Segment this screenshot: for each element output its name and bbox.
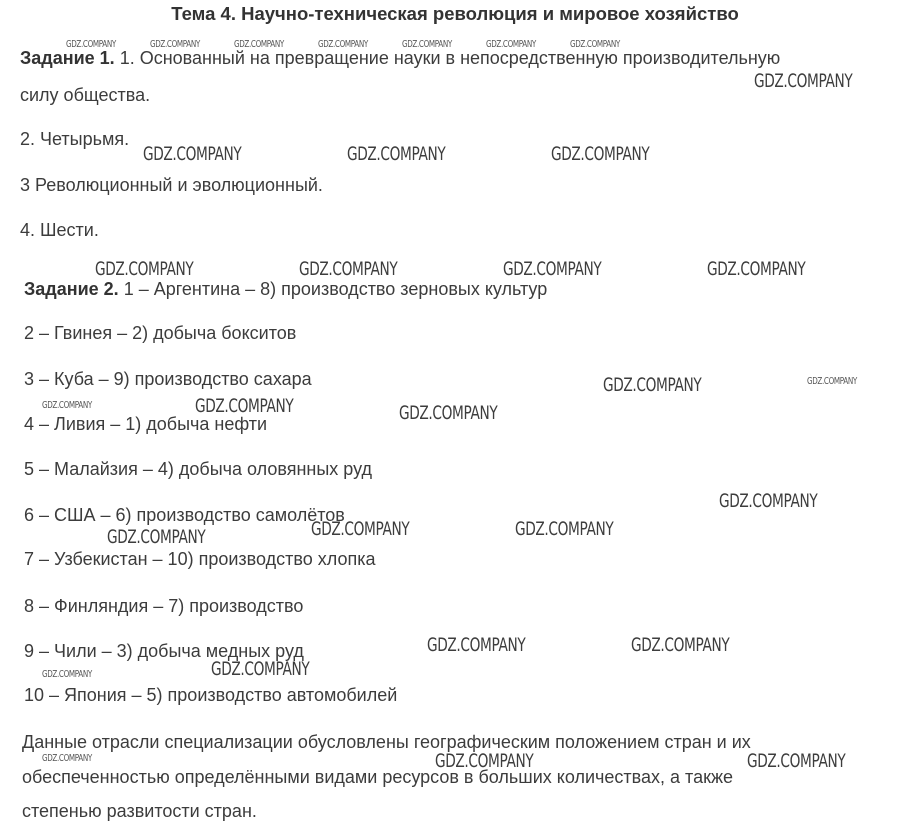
task1-line1: [20, 48, 780, 69]
task2-answer7: 7 – Узбекистан – 10) производство хлопка: [24, 549, 376, 569]
watermark: GDZ.COMPANY: [42, 669, 92, 680]
watermark: GDZ.COMPANY: [486, 39, 536, 50]
task2-answer1: 1 – Аргентина – 8) производство зерновых культур: [123, 279, 548, 299]
watermark: GDZ.COMPANY: [42, 753, 92, 764]
watermark: GDZ.COMPANY: [107, 526, 206, 548]
watermark: GDZ.COMPANY: [195, 395, 294, 417]
watermark: GDZ.COMPANY: [719, 490, 818, 512]
task2-answer5: 5 – Малайзия – 4) добыча оловянных руд: [24, 459, 372, 479]
task2-answer6: 6 – США – 6) производство самолётов: [24, 505, 345, 525]
task2-answer3: 3 – Куба – 9) производство сахара: [24, 369, 312, 389]
watermark: GDZ.COMPANY: [515, 518, 614, 540]
watermark: GDZ.COMPANY: [150, 39, 200, 50]
watermark: GDZ.COMPANY: [551, 143, 650, 165]
watermark: GDZ.COMPANY: [754, 70, 853, 92]
task1-answer3: 3 Революционный и эволюционный.: [20, 175, 323, 195]
watermark: GDZ.COMPANY: [66, 39, 116, 50]
task2-answer9: 9 – Чили – 3) добыча медных руд: [24, 641, 304, 661]
watermark: GDZ.COMPANY: [631, 634, 730, 656]
watermark: GDZ.COMPANY: [299, 258, 398, 280]
conclusion-line1: Данные отрасли специализации обусловлены географическим положением стран и их: [22, 732, 751, 752]
watermark: GDZ.COMPANY: [427, 634, 526, 656]
task1-answer1: 1. Основанный на превращение науки в непосредственную производительную: [119, 48, 781, 68]
watermark: GDZ.COMPANY: [399, 402, 498, 424]
watermark: GDZ.COMPANY: [318, 39, 368, 50]
watermark: GDZ.COMPANY: [234, 39, 284, 50]
watermark: GDZ.COMPANY: [211, 658, 310, 680]
watermark: GDZ.COMPANY: [311, 518, 410, 540]
task2-answer4: 4 – Ливия – 1) добыча нефти: [24, 414, 268, 434]
page-title: Тема 4. Научно-техническая революция и мировое хозяйство: [171, 3, 739, 24]
watermark: GDZ.COMPANY: [435, 750, 534, 772]
task2-line1: [24, 279, 547, 300]
task1-answer4: 4. Шести.: [20, 220, 99, 240]
task2-answer8: 8 – Финляндия – 7) производство: [24, 596, 304, 616]
task2-answer2: 2 – Гвинея – 2) добыча бокситов: [24, 323, 297, 343]
task2-answer10: 10 – Япония – 5) производство автомобилей: [24, 685, 398, 705]
watermark: GDZ.COMPANY: [95, 258, 194, 280]
task1-answer2: 2. Четырьмя.: [20, 129, 130, 149]
watermark: GDZ.COMPANY: [503, 258, 602, 280]
watermark: GDZ.COMPANY: [347, 143, 446, 165]
task1-line2: силу общества.: [20, 85, 151, 105]
conclusion-line2: обеспеченностью определёнными видами ресурсов в больших количествах, а также: [22, 767, 734, 787]
watermark: GDZ.COMPANY: [603, 374, 702, 396]
watermark: GDZ.COMPANY: [707, 258, 806, 280]
watermark: GDZ.COMPANY: [42, 400, 92, 411]
task1-label: Задание 1.: [20, 48, 115, 68]
watermark: GDZ.COMPANY: [402, 39, 452, 50]
watermark: GDZ.COMPANY: [747, 750, 846, 772]
watermark: GDZ.COMPANY: [570, 39, 620, 50]
watermark: GDZ.COMPANY: [807, 376, 857, 387]
watermark: GDZ.COMPANY: [143, 143, 242, 165]
conclusion-line3: степенью развитости стран.: [22, 801, 257, 821]
task2-label: Задание 2.: [24, 279, 119, 299]
